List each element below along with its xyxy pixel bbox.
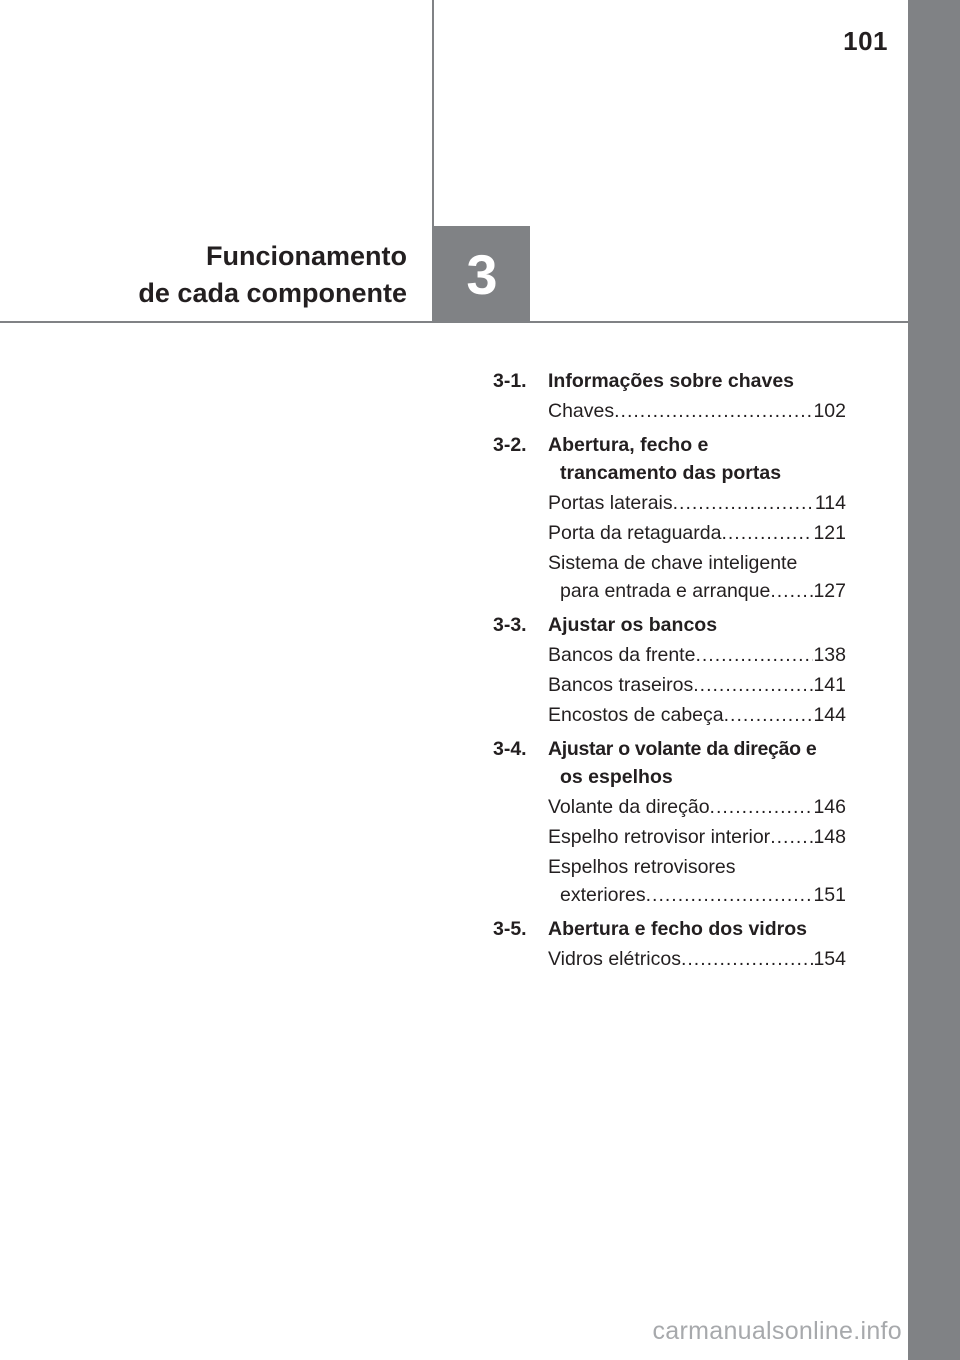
table-of-contents [493,367,846,979]
dot-leader [646,881,814,909]
toc-entry[interactable] [548,549,846,605]
entry-text: Espelho retrovisor interior [548,826,771,848]
chapter-number: 3 [466,242,498,306]
toc-section-3-5 [493,915,846,973]
toc-entry[interactable] [548,519,846,547]
page-number: 101 [843,26,888,56]
entry-page: 146 [813,796,846,818]
toc-section-3-1 [493,367,846,425]
section-number: 3-1. [493,370,527,392]
entry-page: 114 [814,492,846,514]
watermark: carmanualsonline.info [652,1317,902,1345]
dot-leader [724,701,814,729]
entry-page: 121 [813,522,846,544]
entry-page: 102 [813,400,846,422]
section-heading[interactable] [493,611,846,639]
toc-section-3-2 [493,431,846,605]
section-title: Ajustar os bancos [548,614,718,636]
section-heading[interactable] [493,915,846,943]
entry-text: Bancos traseiros [548,674,694,696]
section-heading[interactable] [493,735,846,791]
section-title-line1: Ajustar o volante da direção e [548,738,817,760]
dot-leader [770,577,813,605]
chapter-title-line1: Funcionamento [206,241,407,271]
toc-entry[interactable] [548,671,846,699]
section-title-line1: Abertura, fecho e [548,434,709,456]
section-number: 3-2. [493,434,527,456]
toc-entry[interactable] [548,945,846,973]
entry-page: 154 [813,948,846,970]
entry-page: 138 [813,644,846,666]
entry-page: 141 [813,674,846,696]
dot-leader [770,823,813,851]
chapter-title-line2: de cada componente [138,278,407,308]
dot-leader [721,519,813,547]
entry-page: 144 [813,704,846,726]
entry-text: Bancos da frente [548,644,696,666]
dot-leader [681,945,814,973]
side-tab-bar [908,0,960,1360]
entry-text: Portas laterais [548,492,673,514]
section-heading[interactable] [493,431,846,487]
section-number: 3-3. [493,614,527,636]
toc-entry[interactable] [548,489,846,517]
entry-text: Vidros elétricos [548,948,681,970]
dot-leader [673,489,815,517]
section-title: Abertura e fecho dos vidros [548,918,807,940]
entry-text: Encostos de cabeça [548,704,724,726]
dot-leader [693,671,813,699]
toc-section-3-3 [493,611,846,729]
entry-text: Porta da retaguarda [548,522,722,544]
toc-entry[interactable] [548,701,846,729]
entry-text: Volante da direção [548,796,710,818]
entry-text: Chaves [548,400,615,422]
toc-entry[interactable] [548,853,846,909]
dot-leader [710,793,814,821]
entry-page: 151 [813,884,846,906]
section-title: Informações sobre chaves [548,370,795,392]
entry-text: para entrada e arranque [560,580,771,602]
toc-entry[interactable] [548,641,846,669]
section-heading[interactable] [493,367,846,395]
toc-entry[interactable] [548,397,846,425]
chapter-title [138,238,407,312]
entry-text: exteriores [560,884,646,906]
entry-page: 148 [813,826,846,848]
section-title-line2: os espelhos [560,766,673,788]
toc-entry[interactable] [548,793,846,821]
toc-section-3-4 [493,735,846,909]
dot-leader [695,641,813,669]
entry-page: 127 [813,580,846,602]
section-number: 3-5. [493,918,527,940]
section-title-line2: trancamento das portas [560,462,782,484]
dot-leader [614,397,813,425]
section-number: 3-4. [493,738,527,760]
toc-entry[interactable] [548,823,846,851]
entry-text-line1: Sistema de chave inteligente [548,552,798,574]
entry-text-line1: Espelhos retrovisores [548,856,736,878]
chapter-number-box [434,226,530,322]
